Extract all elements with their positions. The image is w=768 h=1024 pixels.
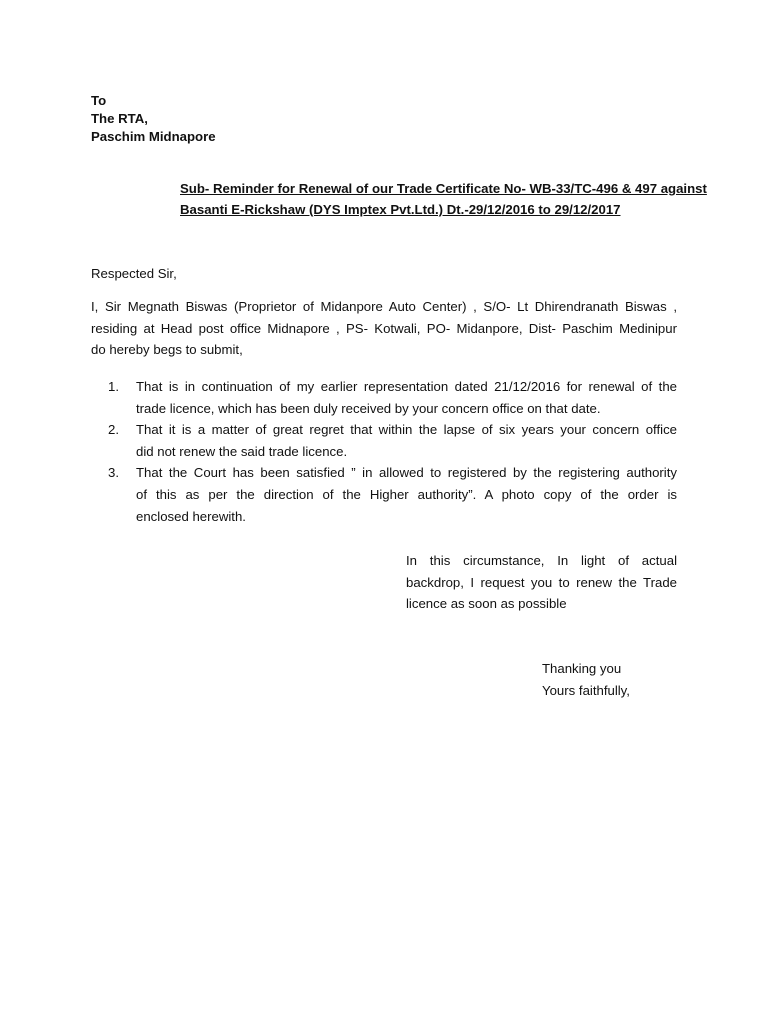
intro-paragraph xyxy=(91,296,677,361)
point-line: did not renew the said trade licence. xyxy=(136,443,348,459)
point-number: 1. xyxy=(108,379,119,394)
point-item xyxy=(108,419,677,462)
point-line: of this as per the direction of the Higher authority”. A photo copy of the order is xyxy=(136,486,677,502)
numbered-points xyxy=(108,376,677,527)
point-item xyxy=(108,462,677,527)
closing-paragraph xyxy=(406,550,677,615)
address-to: To xyxy=(91,93,107,108)
intro-line-3: do hereby begs to submit, xyxy=(91,342,243,358)
point-line: That the Court has been satisfied ” in allowed to registered by the registering authority xyxy=(136,465,677,481)
address-recipient: The RTA, xyxy=(91,111,148,126)
point-line: That is in continuation of my earlier representation dated 21/12/2016 for renewal of the xyxy=(136,379,677,394)
closing-line-3: licence as soon as possible xyxy=(406,596,567,612)
address-place: Paschim Midnapore xyxy=(91,129,216,144)
subject-line-2: Basanti E-Rickshaw (DYS Imptex Pvt.Ltd.) Dt.-29/12/2016 to 29/12/2017 xyxy=(180,202,621,217)
subject-line-1: Sub- Reminder for Renewal of our Trade Certificate No- WB-33/TC-496 & 497 against xyxy=(180,181,707,196)
point-number: 3. xyxy=(108,465,119,481)
point-line: trade licence, which has been duly received by your concern office on that date. xyxy=(136,400,601,416)
intro-line-2: residing at Head post office Midnapore , PS- Kotwali, PO- Midanpore, Dist- Paschim Medinipur xyxy=(91,320,677,336)
intro-line-1: I, Sir Megnath Biswas (Proprietor of Midanpore Auto Center) , S/O- Lt Dhirendranath Biswas , xyxy=(91,299,677,314)
point-line: That it is a matter of great regret that within the lapse of six years your concern office xyxy=(136,422,677,438)
point-item xyxy=(108,376,677,419)
recipient-address xyxy=(91,92,216,146)
closing-line-1: In this circumstance, In light of actual xyxy=(406,553,677,568)
closing-line-2: backdrop, I request you to renew the Trade xyxy=(406,574,677,590)
signoff xyxy=(542,658,630,701)
subject-line xyxy=(180,178,707,220)
point-line: enclosed herewith. xyxy=(136,508,246,524)
signoff-thanks: Thanking you xyxy=(542,661,622,676)
signoff-yours: Yours faithfully, xyxy=(542,682,630,698)
salutation: Respected Sir, xyxy=(91,266,177,281)
point-number: 2. xyxy=(108,422,119,438)
